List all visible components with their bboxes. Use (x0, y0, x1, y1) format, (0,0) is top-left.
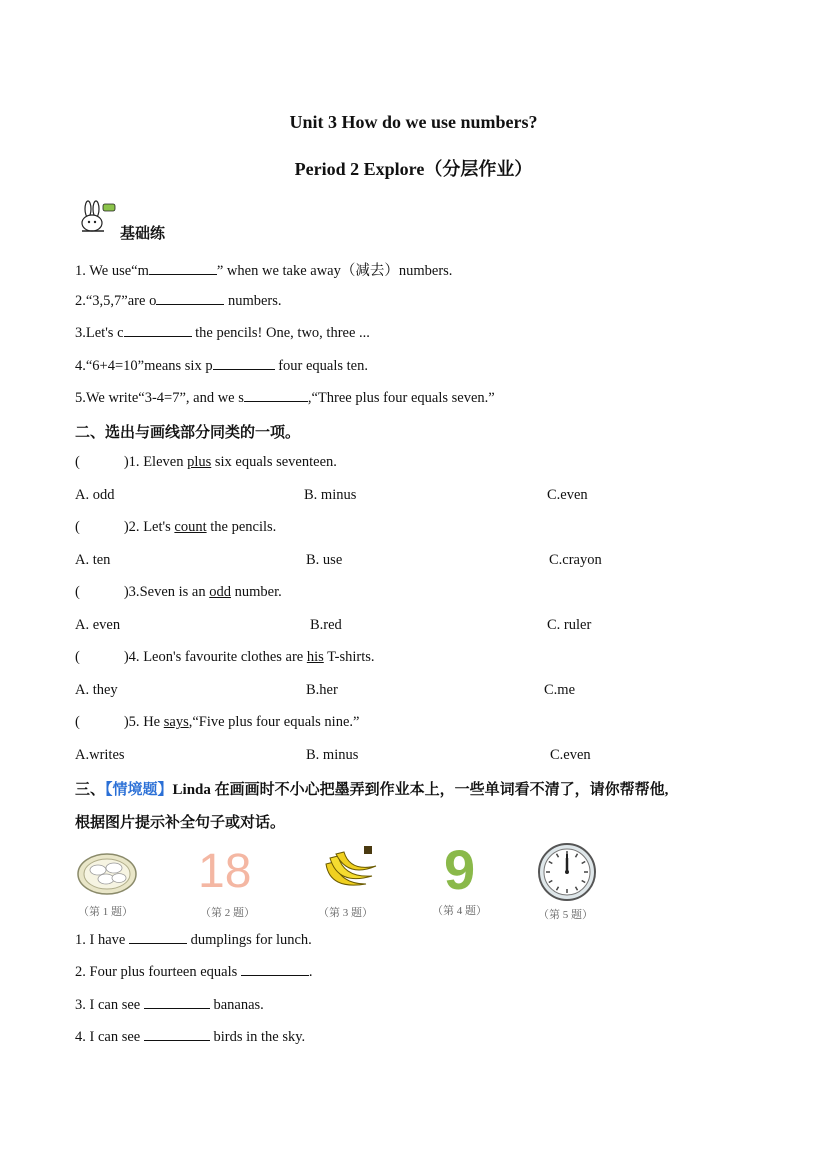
question-number: )4. (123, 649, 140, 665)
section2-heading: 二、选出与画线部分同类的一项。 (75, 425, 301, 441)
number-nine-picture: 9 (444, 838, 476, 901)
section3-heading-line1 (75, 778, 668, 799)
option-a-q5[interactable]: A.writes (75, 747, 125, 763)
page-subtitle: Period 2 Explore（分层作业） (294, 159, 533, 179)
picture-question-3 (75, 996, 264, 1014)
answer-blank[interactable] (144, 1028, 210, 1041)
choice-question-5 (75, 714, 359, 731)
question-number: )1. (123, 454, 140, 470)
fill-question-4 (75, 357, 368, 375)
p4-text-start: 4. I can see (75, 1029, 141, 1045)
p3-text-end: bananas. (213, 997, 264, 1013)
option-b-q1[interactable]: B. minus (304, 487, 357, 503)
question-text-end: ,“Five plus four equals nine.” (188, 714, 360, 730)
question-text-start: Seven is an (139, 584, 210, 600)
open-paren: ( (75, 649, 80, 665)
p4-text-end: birds in the sky. (213, 1029, 306, 1045)
q2-text-start: 2.“3,5,7”are o (75, 293, 157, 309)
clock-icon (537, 842, 597, 902)
fill-question-5 (75, 389, 495, 407)
q4-text-end: four equals ten. (278, 358, 368, 374)
p3-text-start: 3. I can see (75, 997, 141, 1013)
q4-text-start: 4.“6+4=10”means six p (75, 358, 213, 374)
picture-question-2 (75, 963, 313, 981)
option-b-q2[interactable]: B. use (306, 552, 343, 568)
answer-blank[interactable] (213, 357, 275, 370)
option-b-q4[interactable]: B.her (306, 682, 338, 698)
caption-2: （第 2 题） (200, 907, 255, 919)
option-a-q2[interactable]: A. ten (75, 552, 111, 568)
q3-text-start: 3.Let's c (75, 325, 124, 341)
caption-5: （第 5 题） (538, 909, 593, 921)
open-paren: ( (75, 519, 80, 535)
open-paren: ( (75, 714, 80, 730)
option-c-q3[interactable]: C. ruler (547, 617, 592, 633)
picture-question-4 (75, 1028, 305, 1046)
p2-text-end: . (308, 964, 313, 980)
bananas-icon (320, 844, 378, 896)
answer-blank[interactable] (129, 931, 187, 944)
question-text-end: the pencils. (206, 519, 277, 535)
answer-blank[interactable] (241, 963, 309, 976)
choice-question-4 (75, 649, 375, 666)
open-paren: ( (75, 454, 80, 470)
choice-question-2 (75, 519, 276, 536)
section3-text: Linda 在画画时不小心把墨弄到作业本上，一些单词看不清了，请你帮帮他, (172, 782, 669, 798)
fill-question-3 (75, 324, 370, 342)
option-c-q2[interactable]: C.crayon (549, 552, 602, 568)
question-number: )2. (123, 519, 140, 535)
p1-text-end: dumplings for lunch. (190, 932, 312, 948)
option-b-q5[interactable]: B. minus (306, 747, 359, 763)
answer-blank[interactable] (124, 324, 192, 337)
option-b-q3[interactable]: B.red (310, 617, 342, 633)
p1-text-start: 1. I have (75, 932, 126, 948)
underlined-word: odd (209, 584, 231, 600)
option-c-q4[interactable]: C.me (544, 682, 576, 698)
q2-text-end: numbers. (227, 293, 282, 309)
question-text-end: T-shirts. (323, 649, 375, 665)
fill-question-2 (75, 292, 282, 310)
caption-4: （第 4 题） (432, 905, 487, 917)
answer-blank[interactable] (149, 262, 217, 275)
option-a-q3[interactable]: A. even (75, 617, 121, 633)
fill-question-1 (75, 259, 452, 280)
question-text-start: He (139, 714, 164, 730)
question-text-end: number. (230, 584, 282, 600)
rabbit-icon (76, 200, 116, 234)
q3-text-end: the pencils! One, two, three ... (195, 325, 370, 341)
answer-blank[interactable] (144, 996, 210, 1009)
section3-heading-line2: 根据图片提示补全句子或对话。 (75, 815, 286, 831)
underlined-word: plus (187, 454, 212, 470)
number-eighteen-picture: 18 (198, 845, 252, 898)
q5-text-end: ,“Three plus four equals seven.” (307, 390, 495, 406)
section3-prefix: 三、 (75, 782, 106, 798)
underlined-word: his (306, 649, 324, 665)
page-title: Unit 3 How do we use numbers? (289, 112, 538, 132)
caption-3: （第 3 题） (318, 907, 373, 919)
caption-1: （第 1 题） (78, 906, 133, 918)
picture-question-1 (75, 931, 312, 949)
question-text-end: six equals seventeen. (211, 454, 337, 470)
choice-question-1 (75, 454, 337, 471)
option-a-q1[interactable]: A. odd (75, 487, 115, 503)
q5-text-start: 5.We write“3-4=7”, and we s (75, 390, 244, 406)
q1-text-end: ” when we take away（减去）numbers. (216, 263, 453, 279)
context-tag: 【情境题】 (105, 782, 173, 798)
open-paren: ( (75, 584, 80, 600)
underlined-word: count (174, 519, 207, 535)
question-text-start: Let's (139, 519, 175, 535)
option-a-q4[interactable]: A. they (75, 682, 118, 698)
option-c-q5[interactable]: C.even (550, 747, 591, 763)
underlined-word: says (163, 714, 189, 730)
question-text-start: Leon's favourite clothes are (139, 649, 307, 665)
answer-blank[interactable] (244, 389, 308, 402)
choice-question-3 (75, 584, 282, 601)
p2-text-start: 2. Four plus fourteen equals (75, 964, 238, 980)
answer-blank[interactable] (156, 292, 224, 305)
question-number: )5. (123, 714, 140, 730)
question-text-start: Eleven (139, 454, 188, 470)
section1-heading: 基础练 (120, 226, 166, 242)
option-c-q1[interactable]: C.even (547, 487, 588, 503)
question-number: )3. (123, 584, 140, 600)
dumplings-plate-icon (76, 848, 138, 896)
q1-text-start: 1. We use“m (75, 263, 149, 279)
